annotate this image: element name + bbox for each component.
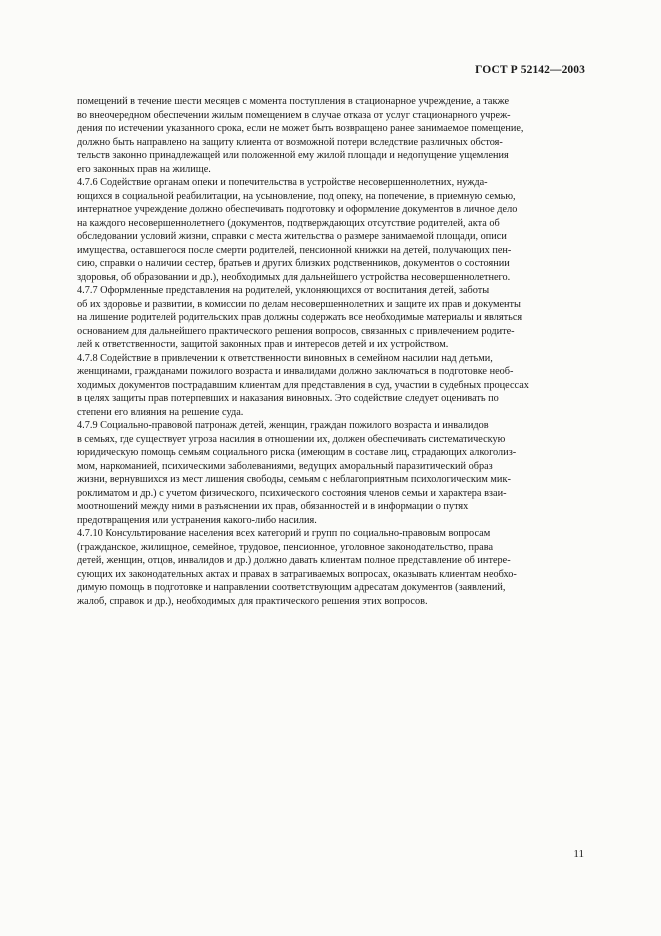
paragraph-4-7-10: 4.7.10 Консультирование населения всех категорий и групп по социально-правовым вопросам (гражданское, жилищное, семейное, трудовое, пенсионное, уголовное законодательство, права детей, женщин, отцов, инвалидов и др.) должно давать клиентам полное представление об интере- сующих их законодательных актах и правах в затрагиваемых вопросах, оказывать клиентам необхо- димую помощь в подготовке и направлении соответствующим адресатам документов (заявлений, жалоб, справок и др.), необходимых для практического решения этих вопросов. — [77, 528, 517, 607]
paragraph-4-7-6: 4.7.6 Содействие органам опеки и попечительства в устройстве несовершеннолетних, нужда- ющихся в социальной реабилитации, на усыновление, под опеку, на попечение, в приемную семью, интернатное учреждение должно обеспечивать подготовку и оформление документов в личное дело на каждого несовершеннолетнего (документов, подтверждающих отсутствие родителей, акта об обследовании условий жизни, справки с места жительства о размере занимаемой площади, описи имущества, оставшегося после смерти родителей, пенсионной книжки на детей, получающих пен- сию, справки о наличии сестер, братьев и других близких родственников, документов о состоянии здоровья, об образовании и др.), необходимых для дальнейшего устройства несовершеннолетнего. — [77, 177, 518, 283]
paragraph-housing-protection: помещений в течение шести месяцев с момента поступления в стационарное учреждение, а также во внеочередном обеспечении жилым помещением в случае отказа от услуг стационарного учреж- дения по истечении указанного срока, если не может быть возвращено ранее занимаемое помещение, должно быть направлено на защиту клиента от возможной потери вследствие различных обстоя- тельств законно принадлежащей или положенной ему жилой площади и недопущение ущемления его законных прав на жилище. — [77, 96, 524, 175]
document-body — [77, 95, 585, 608]
paragraph-4-7-8: 4.7.8 Содействие в привлечении к ответственности виновных в семейном насилии над детьми, женщинами, гражданами пожилого возраста и инвалидами должно заключаться в подготовке необ- ходимых документов пострадавшим клиентам для представления в суд, участии в судебных процессах в целях защиты прав потерпевших и наказания виновных. Это содействие следует оценивать по степени его влияния на решение суда. — [77, 352, 529, 418]
standard-code-header: ГОСТ Р 52142—2003 — [475, 64, 585, 76]
paragraph-4-7-9: 4.7.9 Социально-правовой патронаж детей, женщин, граждан пожилого возраста и инвалидов в семьях, где существует угроза насилия в отношении их, должен обеспечивать систематическую юридическую помощь семьям социального риска (имеющим в составе лиц, страдающих алкоголиз- мом, наркоманией, психическими заболеваниями, ведущих аморальный паразитический образ жизни, вернувшихся из мест лишения свободы, семьям с неблагоприятным психологическим мик- роклиматом и др.) с учетом физического, психического состояния членов семьи и характера взаи- моотношений между ними в разъяснении их прав, обязанностей и в информации о путях предотвращения или устранения какого-либо насилия. — [77, 420, 517, 526]
paragraph-4-7-7: 4.7.7 Оформленные представления на родителей, уклоняющихся от воспитания детей, заботы об их здоровье и развитии, в комиссии по делам несовершеннолетних и защите их прав и документы на лишение родителей родительских прав должны содержать все необходимые материалы и являться основанием для дальнейшего практического решения вопросов, связанных с привлечением родите- лей к ответственности, защитой законных прав и интересов детей и их устройством. — [77, 285, 523, 350]
page-number: 11 — [573, 848, 584, 860]
